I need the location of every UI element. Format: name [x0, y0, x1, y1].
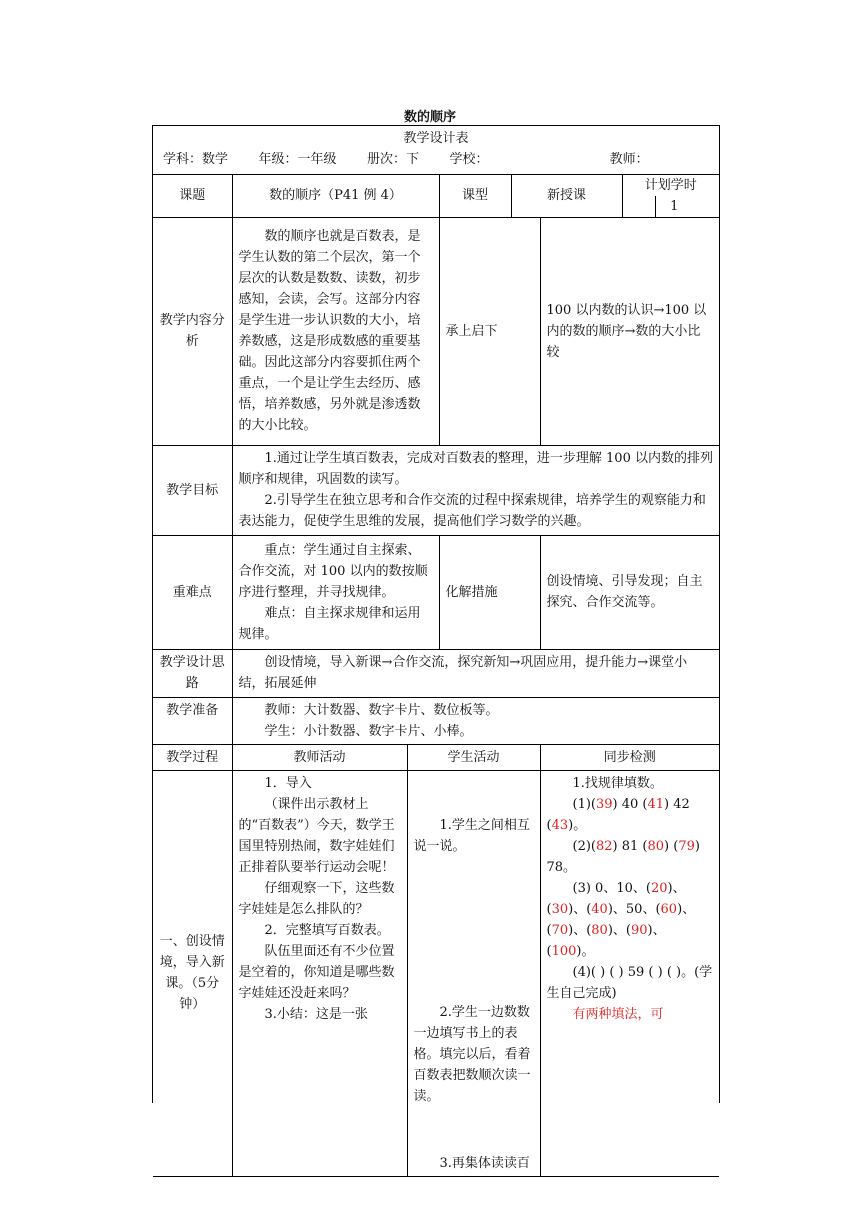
key-points-label: 重难点: [153, 535, 232, 649]
q2-pre: (2)(: [572, 838, 596, 854]
topic-value: 数的顺序（P41 例 4）: [232, 174, 439, 217]
stage1-label-text: 一、创设情境，导入新课。（5分钟）: [159, 934, 225, 1012]
content-analysis-relation: 承上启下: [445, 323, 498, 339]
content-analysis-right: [540, 217, 719, 445]
q2-answer: 80: [647, 838, 665, 854]
stage1-student-cell: [407, 770, 540, 1176]
table-header-cell: [153, 126, 719, 174]
q3-answer: 60: [660, 901, 678, 917]
table-title: 教学设计表: [403, 131, 469, 146]
spacer: [414, 1107, 534, 1153]
content-analysis-middle: [439, 217, 540, 445]
teacher-activity: 队伍里面还有不少位置是空着的，你知道是哪些数字娃娃还没赶来吗？: [238, 943, 395, 1001]
check-question-4: (4)( ) ( ) 59 ( ) ( )。(学生自己完成): [546, 964, 713, 1001]
spacer: [414, 773, 534, 815]
grade-field: 年级：一年级: [258, 152, 337, 167]
resolution-label-cell: [439, 535, 540, 649]
q1-mid: ) 42 (: [546, 796, 690, 833]
check-heading: 1.找规律填数。: [572, 775, 663, 791]
check-note: 有两种填法，可: [572, 1006, 664, 1022]
volume-field: 册次：下: [367, 152, 420, 167]
content-analysis-sequence: 100 以内数的认识→100 以内的数的顺序→数的大小比较: [546, 302, 707, 360]
resolution-cell: [540, 535, 719, 649]
q3-pre: (3) 0、10、: [572, 880, 646, 896]
difficult-point-text: 难点：自主探求规律和运用规律。: [238, 605, 421, 642]
q3-answer: 80: [591, 922, 608, 938]
resolution-text: 创设情境、引导发现；自主探究、合作交流等。: [546, 574, 703, 610]
q1-answer: 39: [596, 796, 613, 812]
check-question-3: (3) 0、10、(20)、(30)、(40)、50、(60)、(70)、(80)、(90)、(100)。: [546, 880, 696, 959]
spacer: [414, 857, 534, 1002]
q1-answer: 43: [551, 817, 569, 833]
hours-label: 计划学时: [644, 177, 697, 193]
goal-item: 1.通过让学生填百数表，完成对百数表的整理，进一步理解 100 以内数的排列顺序和规律，巩固数的读写。: [238, 451, 713, 487]
q2-answer: 79: [678, 838, 695, 854]
key-points-cell: [232, 535, 439, 649]
content-analysis-text-cell: [232, 217, 439, 445]
school-field: 学校：: [449, 152, 489, 167]
q3-answer: 30: [551, 901, 569, 917]
goals-cell: [232, 445, 719, 535]
q2-mid: ) (: [664, 838, 679, 854]
design-idea-cell: [232, 649, 719, 697]
resolution-label: 化解措施: [445, 584, 498, 600]
document-title: 数的顺序: [403, 110, 456, 125]
q3-answer: 40: [591, 901, 608, 917]
goals-label: 教学目标: [153, 445, 232, 535]
process-header-stage: 教学过程: [153, 744, 232, 770]
preparation-cell: [232, 697, 719, 744]
q1-answer: 41: [647, 796, 665, 812]
check-question-2: [547, 836, 714, 878]
meta-spacer: [519, 149, 579, 170]
meta-spacer: [679, 149, 709, 170]
q1-pre: (1)(: [572, 796, 596, 812]
q3-answer: 70: [551, 922, 569, 938]
key-point-text: 重点：学生通过自主探索、合作交流，对 100 以内的数按顺序进行整理，并寻找规律。: [238, 542, 428, 600]
stage1-teacher-cell: [232, 770, 407, 1176]
teacher-activity: 1．导入: [264, 775, 312, 791]
design-idea-label: 教学设计思路: [153, 649, 232, 697]
hours-cell: [622, 174, 719, 217]
q3-given: 50: [625, 901, 643, 917]
q3-answer: 100: [551, 943, 577, 959]
teacher-preparation: 教师：大计数器、数字卡片、数位板等。: [264, 702, 499, 718]
lesson-type-label: 课型: [439, 174, 511, 217]
check-question-1: [547, 794, 714, 836]
teacher-field: 教师：: [609, 152, 649, 167]
content-analysis-text: 数的顺序也就是百数表，是学生认数的第二个层次，第一个层次的认数是数数、读数，初步感知，会读，会写。这部分内容是学生进一步认识数的大小，培养数感，这是形成数感的重要基础。因此这部分内容要抓住两个重点，一个是让学生去经历、感悟，培养数感，另外就是渗透数的大小比较。: [238, 229, 421, 433]
process-header-check: 同步检测: [540, 744, 719, 770]
content-analysis-label: 教学内容分析: [153, 217, 232, 445]
student-activity: 2.学生一边数数一边填写书上的表格。填完以后，看着百数表把数顺次读一读。: [413, 1004, 531, 1104]
q3-answer: 90: [630, 922, 648, 938]
q3-answer: 20: [650, 880, 668, 896]
process-header-student: 学生活动: [407, 744, 540, 770]
design-idea-text: 创设情境，导入新课→合作交流，探究新知→巩固应用，提升能力→课堂小结，拓展延伸: [238, 655, 688, 691]
lesson-plan-table: [152, 125, 720, 1171]
q1-mid: ) 40 (: [612, 796, 648, 812]
teacher-activity: （课件出示教材上的“百数表”）今天，数学王国里特别热闹，数字娃娃们正排着队要举行运动会呢！: [238, 796, 395, 875]
student-activity: 3.再集体读读百: [439, 1155, 530, 1171]
lesson-type-value: 新授课: [511, 174, 622, 217]
topic-label: 课题: [153, 174, 232, 217]
teacher-activity: 3.小结：这是一张: [264, 1006, 368, 1022]
hours-value: 1: [655, 196, 692, 217]
stage1-label: [153, 770, 232, 1176]
teacher-activity: 2．完整填写百数表。: [264, 922, 390, 938]
q2-end: ) 78。: [546, 838, 700, 875]
subject-field: 学科：数学: [163, 152, 229, 167]
q2-answer: 82: [596, 838, 613, 854]
stage1-check-cell: [540, 770, 719, 1176]
student-activity: 1.学生之间相互说一说。: [413, 817, 530, 854]
goal-item: 2.引导学生在独立思考和合作交流的过程中探索规律，培养学生的观察能力和表达能力，促使学生思维的发展，提高他们学习数学的兴趣。: [238, 493, 706, 529]
q1-end: )。: [568, 817, 587, 833]
preparation-label: 教学准备: [153, 697, 232, 744]
process-header-teacher: 教师活动: [232, 744, 407, 770]
q2-mid: ) 81 (: [612, 838, 648, 854]
meta-row: [159, 149, 713, 170]
student-preparation: 学生：小计数器、数字卡片、小棒。: [264, 723, 473, 739]
teacher-activity: 仔细观察一下，这些数字娃娃是怎么排队的？: [238, 880, 395, 917]
